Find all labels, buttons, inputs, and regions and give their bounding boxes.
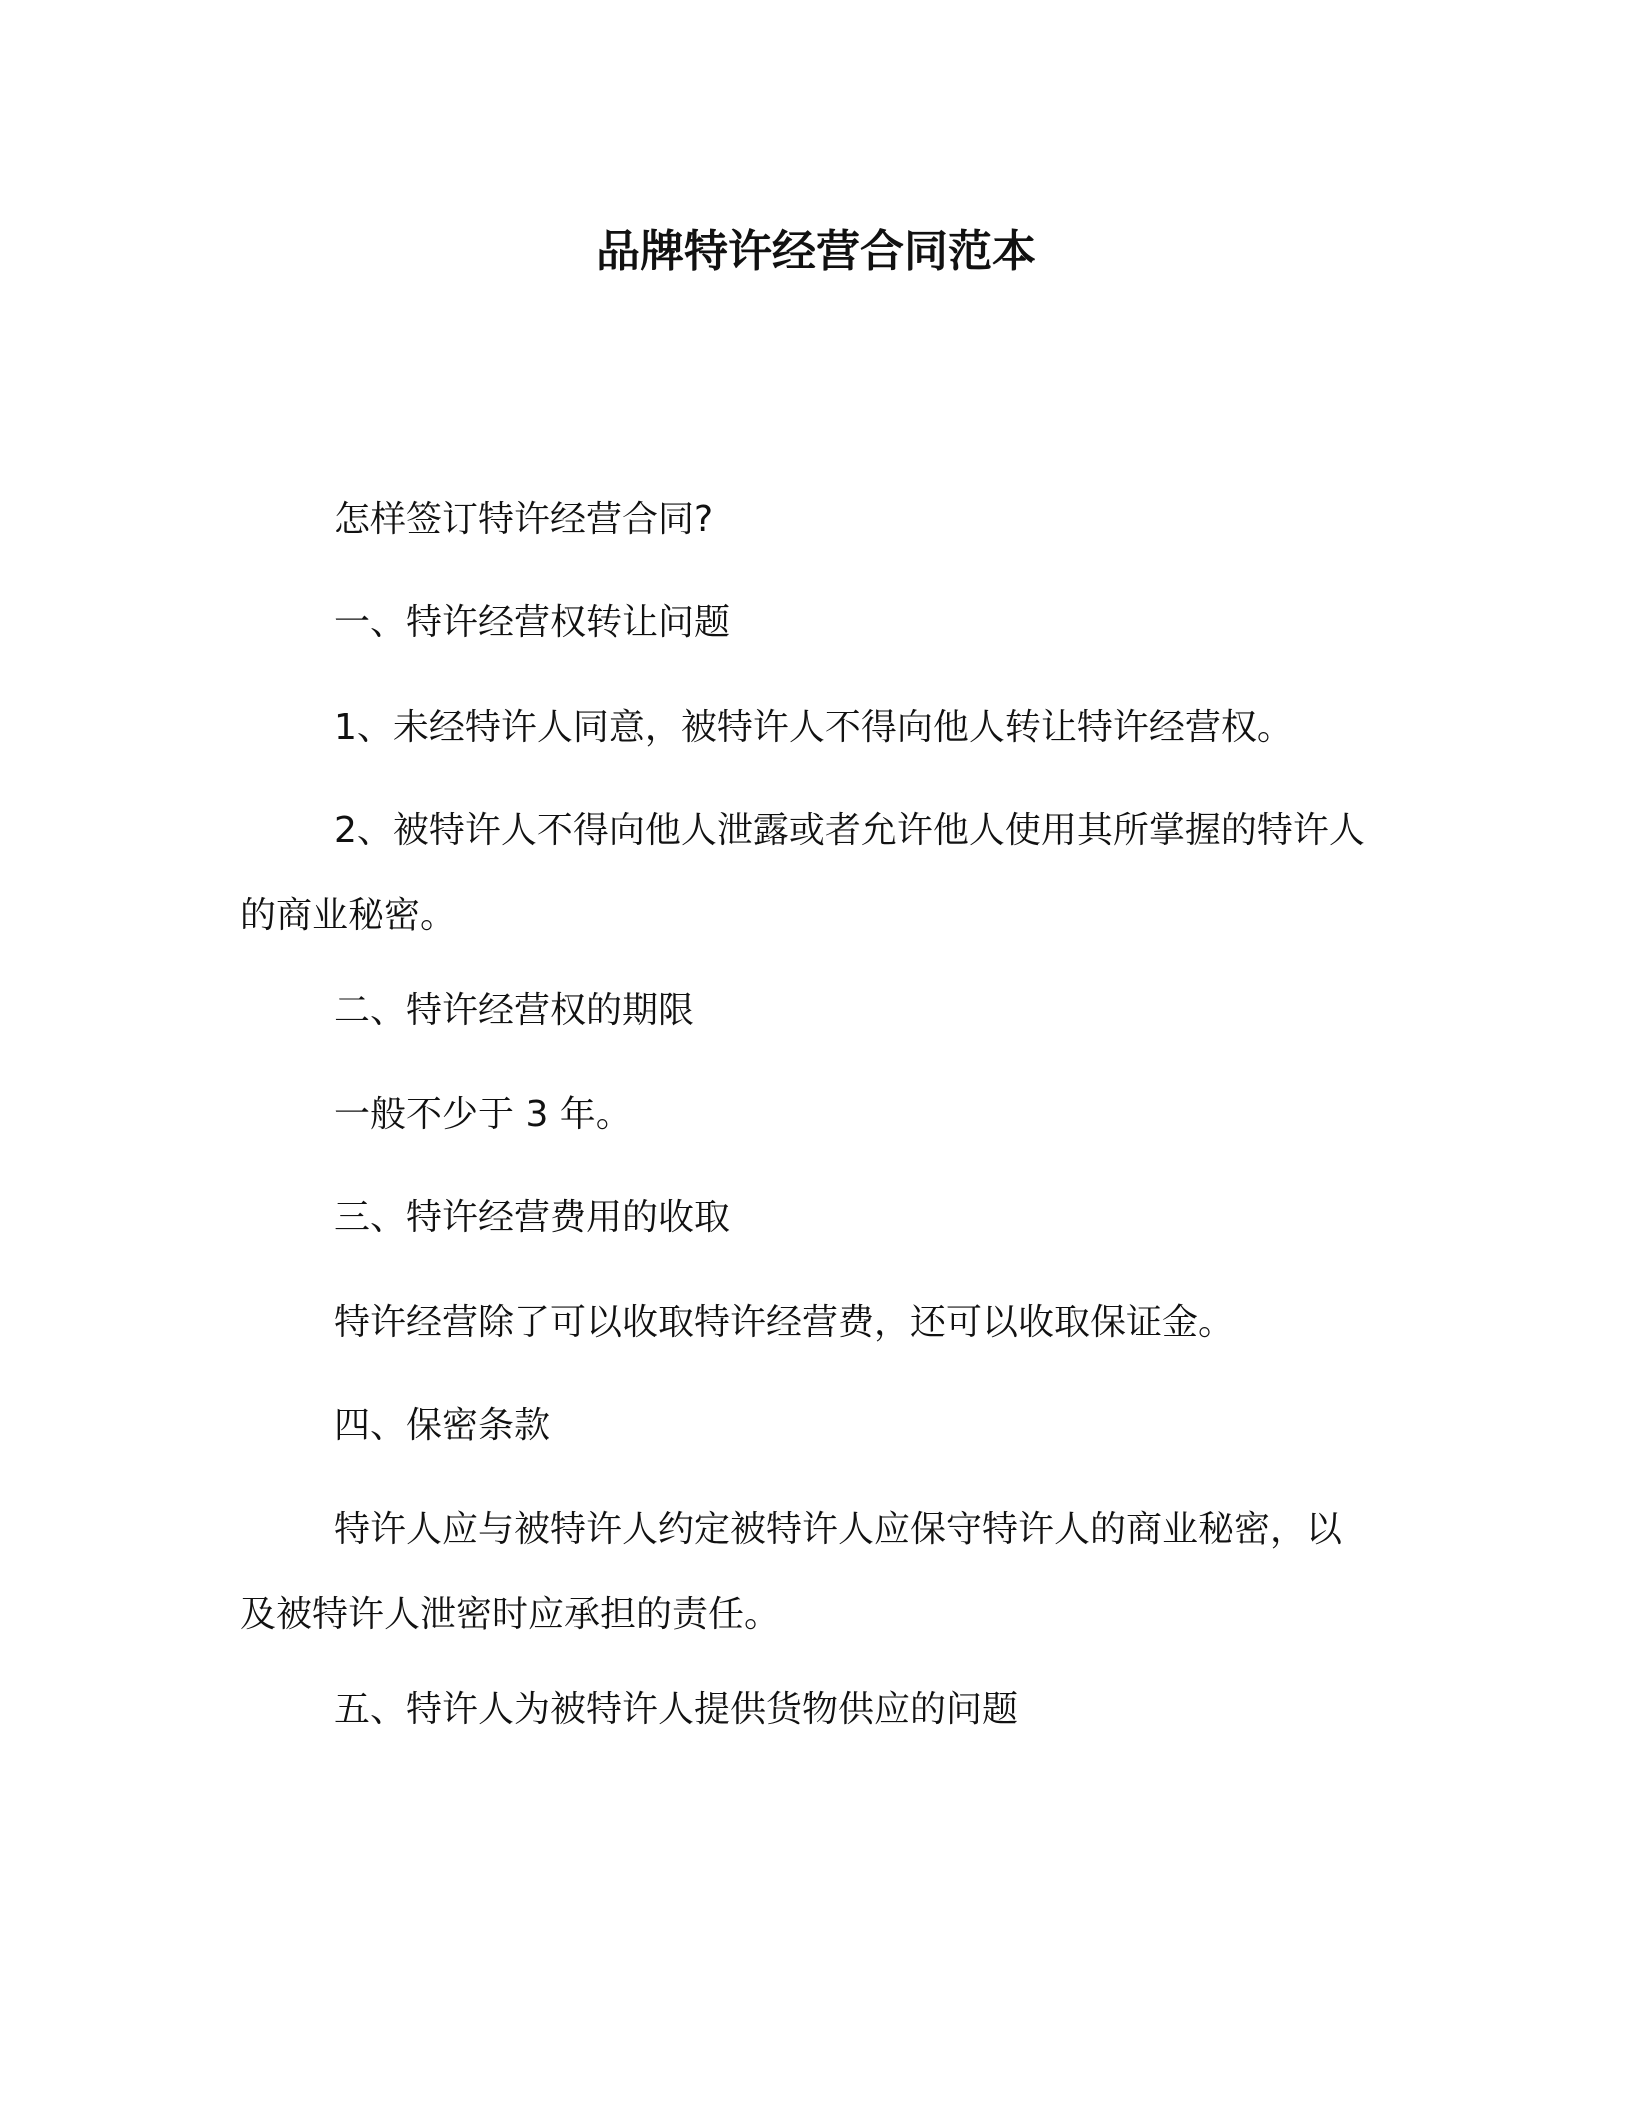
paragraph-fees: 特许经营除了可以收取特许经营费，还可以收取保证金。 — [334, 1302, 1235, 1343]
section-heading-1: 一、特许经营权转让问题 — [334, 602, 731, 643]
paragraph-term: 一般不少于 3 年。 — [334, 1094, 632, 1135]
paragraph-item-2: 2、被特许人不得向他人泄露或者允许他人使用其所掌握的特许人的商业秘密。 — [240, 810, 1365, 936]
paragraph-question: 怎样签订特许经营合同? — [334, 499, 714, 540]
section-heading-3: 三、特许经营费用的收取 — [334, 1197, 731, 1238]
section-heading-2: 二、特许经营权的期限 — [334, 990, 695, 1031]
document-title: 品牌特许经营合同范本 — [596, 226, 1036, 277]
paragraph-confidentiality: 特许人应与被特许人约定被特许人应保守特许人的商业秘密，以及被特许人泄密时应承担的责任。 — [240, 1509, 1343, 1635]
section-heading-4: 四、保密条款 — [334, 1405, 551, 1446]
section-heading-5: 五、特许人为被特许人提供货物供应的问题 — [334, 1689, 1019, 1730]
paragraph-item-1: 1、未经特许人同意，被特许人不得向他人转让特许经营权。 — [334, 707, 1293, 748]
